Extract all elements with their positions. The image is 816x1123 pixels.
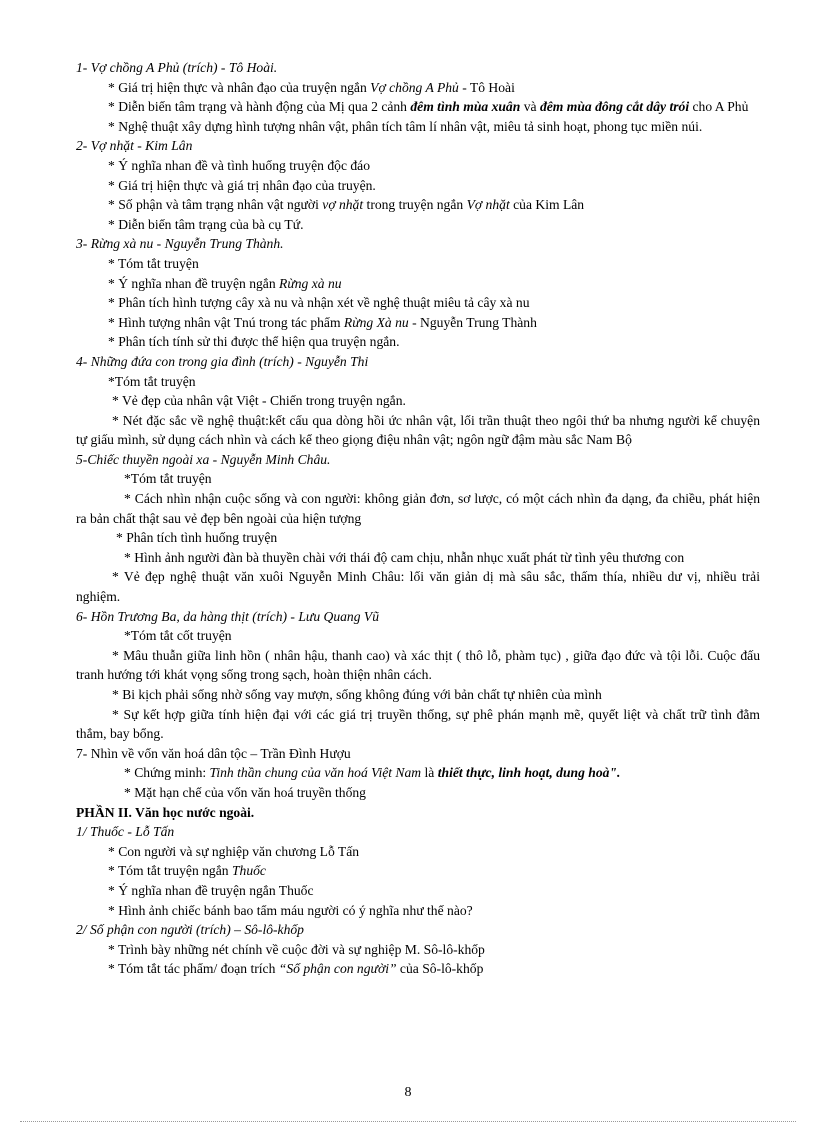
list-item: * Diễn biến tâm trạng của bà cụ Tứ. [108,216,304,232]
document-body [76,58,760,979]
list-item: * Diễn biến tâm trạng và hành động của Mị qua 2 cảnh đêm tình mùa xuân và đêm mùa đông cắt dây trói cho A Phủ [108,99,749,115]
list-item: *Tóm tắt truyện [108,373,196,389]
list-item: * Vẻ đẹp của nhân vật Việt - Chiến trong truyện ngắn. [112,393,406,409]
list-item: * Phân tích hình tượng cây xà nu và nhận xét về nghệ thuật miêu tả cây xà nu [108,295,530,311]
list-item: * Hình tượng nhân vật Tnú trong tác phẩm Rừng Xà nu - Nguyễn Trung Thành [108,314,537,330]
list-item: * Hình ảnh chiếc bánh bao tẩm máu người có ý nghĩa như thế nào? [108,902,473,918]
section-title: 2- Vợ nhặt - Kim Lân [76,138,193,154]
page-bottom-border [20,1121,796,1122]
list-item: *Tóm tắt cốt truyện [124,628,232,644]
list-item: * Ý nghĩa nhan đề truyện ngắn Rừng xà nu [108,275,342,291]
section-title: 1- Vợ chồng A Phủ (trích) - Tô Hoài. [76,60,278,75]
list-item: * Ý nghĩa nhan đề truyện ngắn Thuốc [108,882,314,898]
section-title: 2/ Số phận con người (trích) – Sô-lô-khốp [76,922,304,938]
list-item: * Giá trị hiện thực và nhân đạo của truyện ngắn Vợ chồng A Phủ - Tô Hoài [108,79,515,95]
list-item: * Tóm tắt truyện [108,255,199,271]
list-item: * Mặt hạn chế của vốn văn hoá truyền thống [124,784,366,800]
section-title: 6- Hồn Trương Ba, da hàng thịt (trích) - Lưu Quang Vũ [76,608,380,624]
list-item: * Số phận và tâm trạng nhân vật người vợ nhặt trong truyện ngắn Vợ nhặt của Kim Lân [108,197,585,213]
list-item: * Phân tích tính sử thi được thể hiện qua truyện ngắn. [108,334,400,350]
section-title: 3- Rừng xà nu - Nguyễn Trung Thành. [76,236,284,252]
part-heading: PHẦN II. Văn học nước ngoài. [76,804,255,820]
list-item: * Ý nghĩa nhan đề và tình huống truyện độc đáo [108,157,370,173]
list-item: * Chứng minh: Tinh thần chung của văn hoá Việt Nam là thiết thực, linh hoạt, dung hoà". [124,765,621,781]
list-item: * Nghệ thuật xây dựng hình tượng nhân vật, phân tích tâm lí nhân vật, miêu tả sinh hoạt, phong tục miền núi. [108,118,703,134]
section-title: 5-Chiếc thuyền ngoài xa - Nguyễn Minh Châu. [76,451,331,467]
list-item: * Phân tích tình huống truyện [116,530,278,546]
list-item: * Bi kịch phải sống nhờ sống vay mượn, sống không đúng với bản chất tự nhiên của mình [112,687,602,702]
section-title: 4- Những đứa con trong gia đình (trích) - Nguyễn Thi [76,353,369,369]
list-item: * Sự kết hợp giữa tính hiện đại với các giá trị truyền thống, sự phê phán mạnh mẽ, quyết liệt và chất trữ tình đằm thắm, bay bổng. [76,706,760,742]
list-item: * Tóm tắt truyện ngắn Thuốc [108,863,266,879]
page-number: 8 [404,1085,412,1100]
list-item: * Hình ảnh người đàn bà thuyền chài với thái độ cam chịu, nhẫn nhục xuất phát từ tình yêu thương con [124,549,685,565]
list-item: * Mâu thuẫn giữa linh hồn ( nhân hậu, thanh cao) và xác thịt ( thô lỗ, phàm tục) , giữa đạo đức và tội lỗi. Cuộc đấu tranh hướng tới khát vọng sống trong sạch, hoàn thiện nhân cách. [76,647,760,683]
list-item: * Giá trị hiện thực và giá trị nhân đạo của truyện. [108,177,376,193]
list-item: * Tóm tắt tác phẩm/ đoạn trích “Số phận con người” của Sô-lô-khốp [108,961,484,977]
list-item: * Vẻ đẹp nghệ thuật văn xuôi Nguyễn Minh Châu: lối văn giản dị mà sâu sắc, thấm thía, nhiều dư vị, nhiều trải nghiệm. [76,569,760,605]
list-item: * Trình bày những nét chính về cuộc đời và sự nghiệp M. Sô-lô-khốp [108,941,485,957]
list-item: * Con người và sự nghiệp văn chương Lỗ Tấn [108,843,360,859]
list-item: * Nét đặc sắc về nghệ thuật:kết cấu qua dòng hồi ức nhân vật, lối trần thuật theo ngôi thứ ba nhưng người kể chuyện tự giấu mình, sử dụng cách nhìn và cách kể theo giọng điệu nhân vật; ngôn ngữ đậm màu sắc Nam Bộ [76,412,760,448]
list-item: * Cách nhìn nhận cuộc sống và con người: không giản đơn, sơ lược, có một cách nhìn đa dạng, đa chiều, phát hiện ra bản chất thật sau vẻ đẹp bên ngoài của hiện tượng [76,491,760,526]
section-title: 7- Nhìn về vốn văn hoá dân tộc – Trần Đình Hượu [76,745,351,761]
section-title: 1/ Thuốc - Lỗ Tấn [76,824,175,840]
list-item: *Tóm tắt truyện [124,471,212,487]
